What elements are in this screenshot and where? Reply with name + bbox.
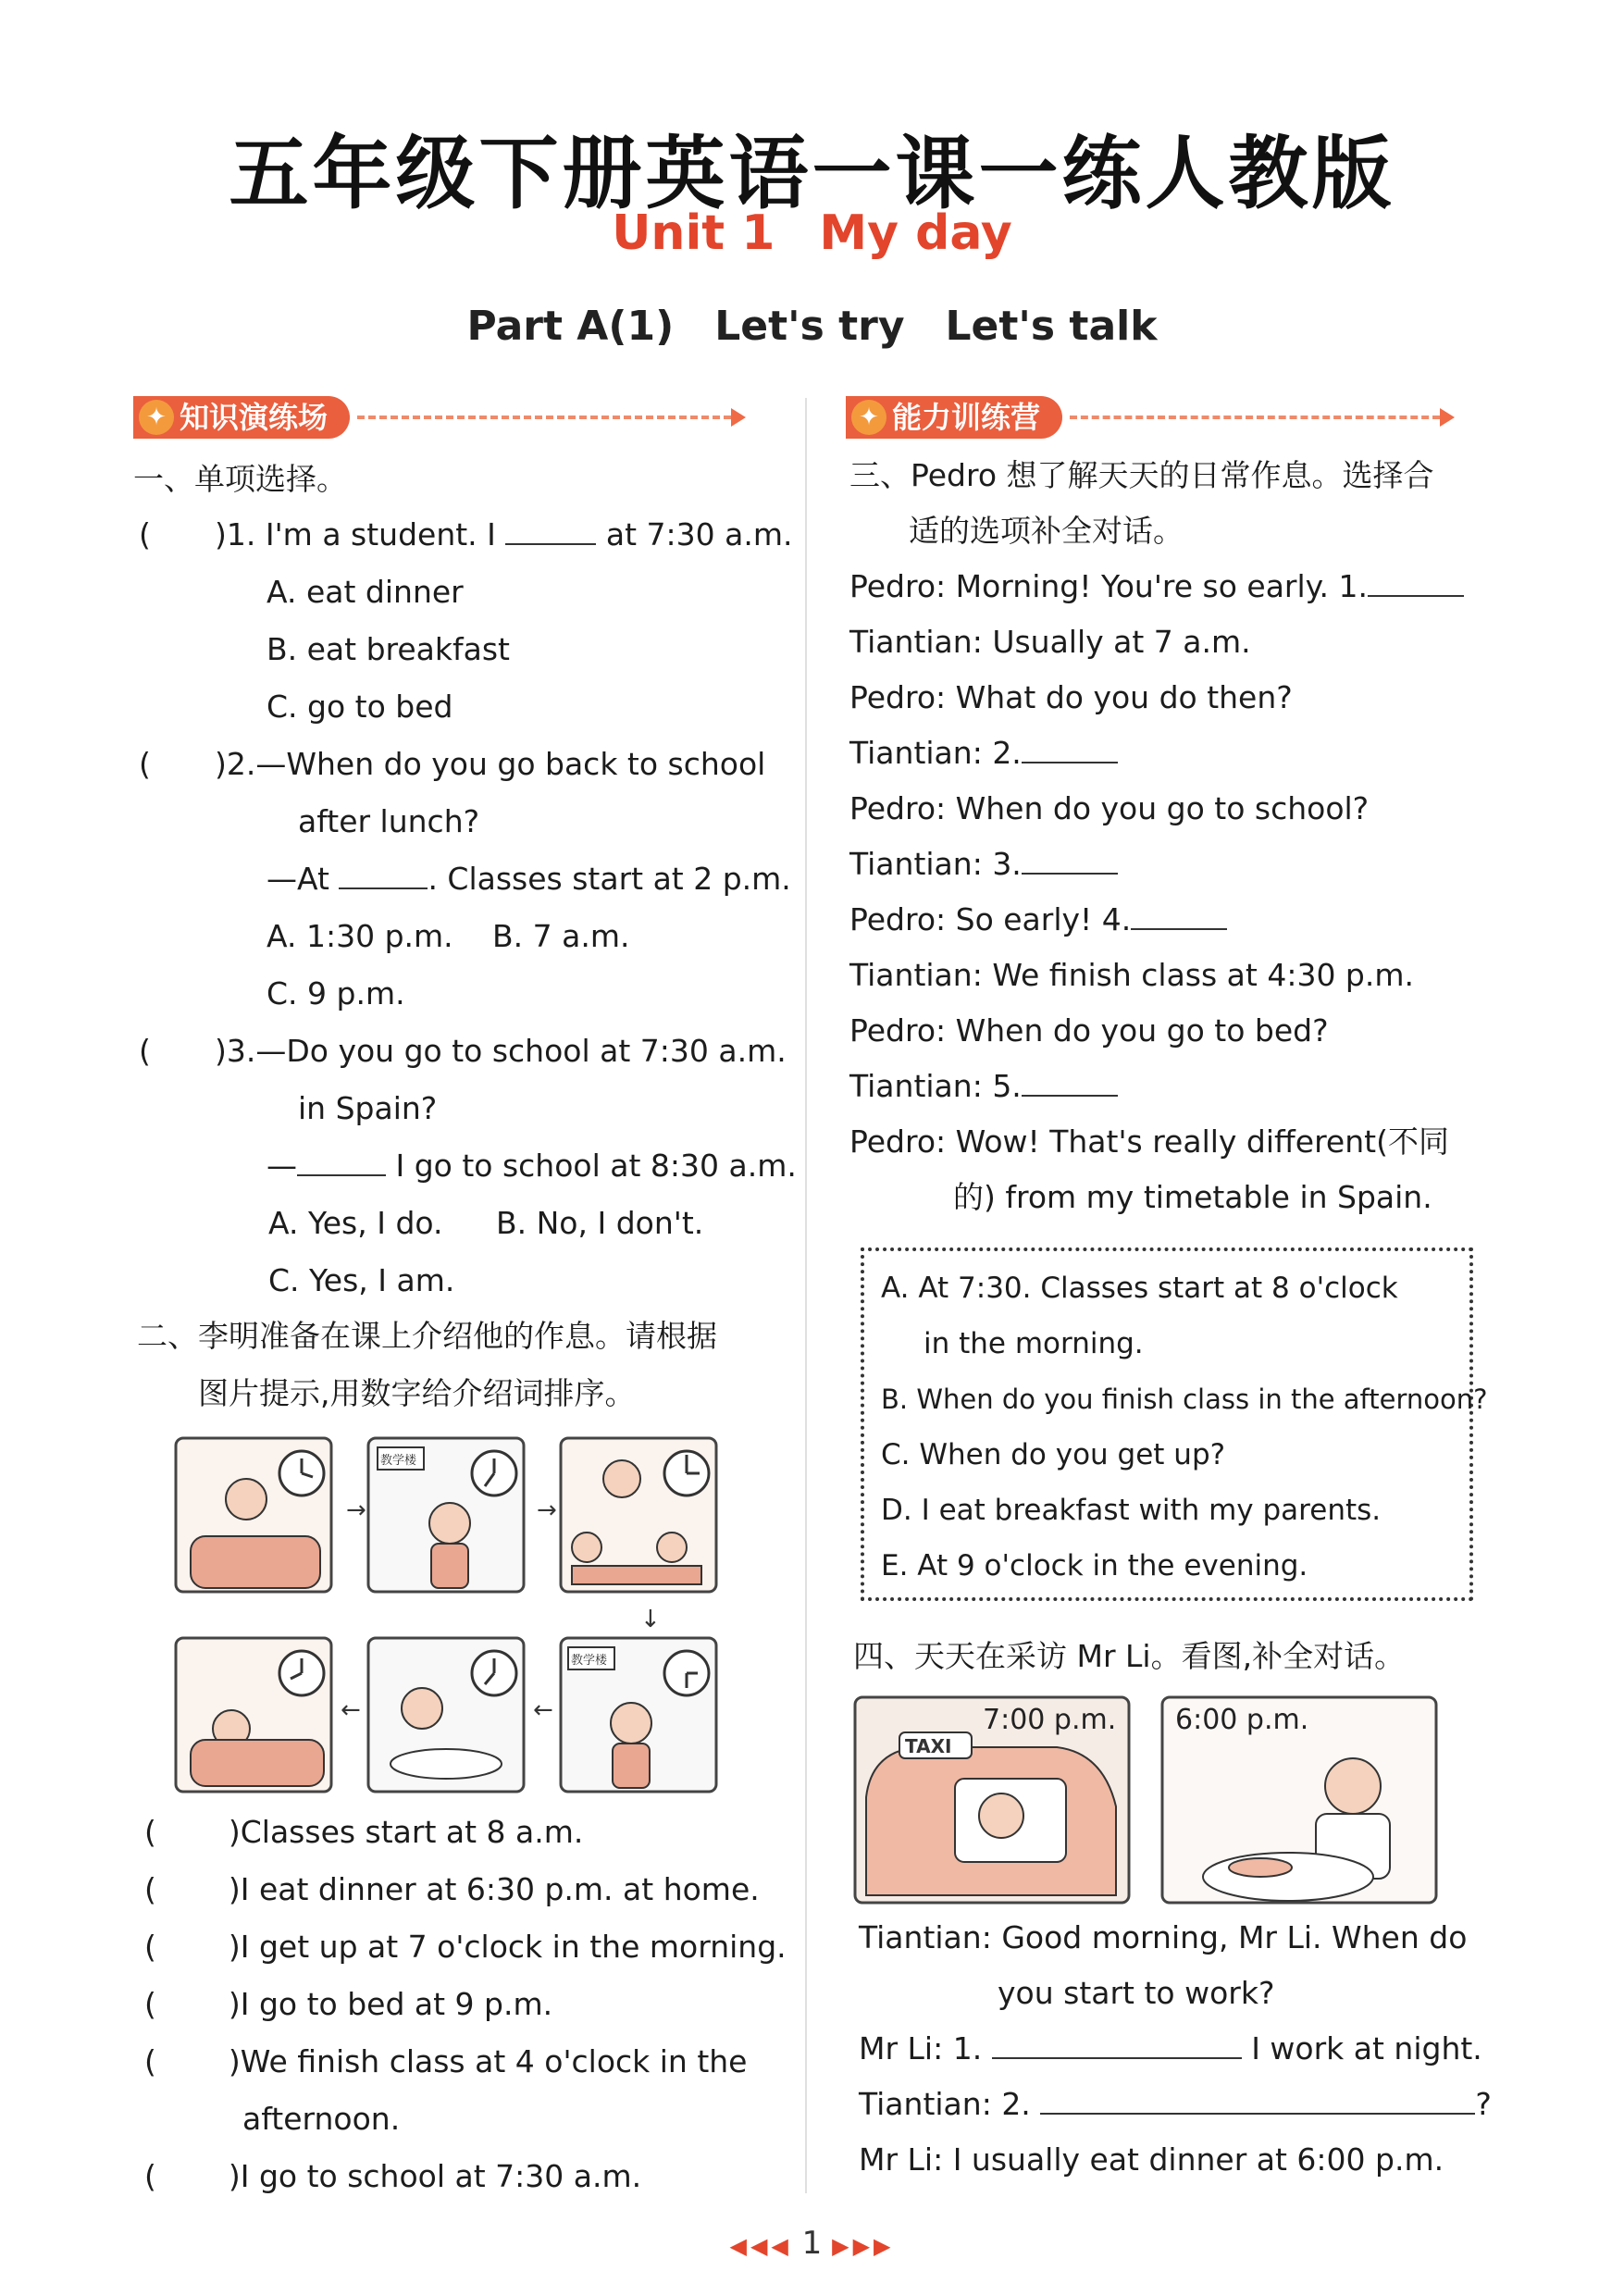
q3-line3-b: I go to school at 8:30 a.m. — [395, 1148, 797, 1184]
q3-line3-a: — — [267, 1148, 297, 1184]
option-a-cont: in the morning. — [924, 1327, 1144, 1360]
speaker: Tiantian: — [849, 735, 983, 771]
line-text: Morning! You're so early. 1. — [955, 568, 1368, 604]
school-sign-1: 教学楼 — [380, 1454, 417, 1468]
q3-line3 — [267, 1148, 797, 1185]
speaker: Pedro: — [849, 901, 947, 937]
q2-paren-open: ( — [139, 746, 151, 782]
paren-open: ( — [144, 1929, 156, 1965]
paren-close: ) — [228, 1871, 241, 1907]
order-item-text: I eat dinner at 6:30 p.m. at home. — [240, 1871, 760, 1907]
line-text: I usually eat dinner at 6:00 p.m. — [952, 2141, 1444, 2178]
option-a: A. At 7:30. Classes start at 8 o'clock — [881, 1272, 1398, 1305]
order-item-2[interactable] — [144, 1871, 760, 1908]
part-label: Part A(1) — [466, 303, 675, 350]
question-mark: ? — [1475, 2086, 1492, 2122]
speaker: Mr Li: — [859, 2141, 944, 2178]
line-text: Wow! That's really different(不同 — [955, 1123, 1449, 1160]
dialogue-line-4 — [849, 735, 1118, 772]
interview-line-2 — [859, 2030, 1482, 2067]
dialogue-line-3 — [849, 679, 1293, 716]
speaker: Pedro: — [849, 1123, 947, 1160]
banner-dash — [1070, 416, 1440, 419]
speaker: Tiantian: — [849, 957, 983, 993]
section2-heading-line1: 二、李明准备在课上介绍他的作息。请根据 — [137, 1318, 717, 1354]
q3-line2: in Spain? — [298, 1090, 438, 1126]
order-item-text: I go to school at 7:30 a.m. — [240, 2158, 642, 2194]
time-label-2: 6:00 p.m. — [1175, 1704, 1309, 1736]
dialogue-line-2 — [849, 624, 1251, 661]
dialogue-line-8 — [849, 957, 1414, 994]
section3-heading-line2: 适的选项补全对话。 — [909, 513, 1184, 549]
interview-line-1-cont: you start to work? — [998, 1975, 1275, 2011]
paren-open: ( — [144, 1871, 156, 1907]
left-arrows-icon: ◀◀◀ — [729, 2233, 792, 2259]
lets-try-label: Let's try — [714, 303, 905, 350]
dialogue-line-5 — [849, 790, 1369, 827]
q3-text1: —Do you go to school at 7:30 a.m. — [255, 1033, 787, 1069]
section1-heading: 一、单项选择。 — [133, 461, 347, 497]
q1-paren-close: ) — [215, 516, 227, 552]
line-text: 2. — [992, 735, 1022, 771]
picture-go-to-bed — [176, 1638, 331, 1792]
q1-stem-a: I'm a student. I — [265, 516, 496, 552]
q2-line2: after lunch? — [298, 803, 480, 839]
unit-heading — [0, 205, 1624, 261]
unit-name: My day — [819, 205, 1012, 261]
page-title: 五年级下册英语一课一练人教版 — [229, 128, 1395, 220]
page-footer — [0, 2225, 1624, 2262]
interview-line-3 — [859, 2086, 1492, 2123]
q3-blank[interactable] — [297, 1148, 386, 1176]
arrow-right-icon: → — [346, 1496, 366, 1524]
order-item-text: We finish class at 4 o'clock in the — [240, 2043, 748, 2079]
line-text: So early! 4. — [955, 901, 1132, 937]
dialogue-blank-4[interactable] — [1131, 902, 1227, 930]
q2-option-c: C. 9 p.m. — [267, 975, 405, 1011]
routine-pictures — [172, 1434, 746, 1795]
arrow-left-icon: ← — [533, 1696, 553, 1724]
dialogue-blank-2[interactable] — [1022, 736, 1118, 763]
picture-eat-dinner — [368, 1638, 524, 1792]
line-text: When do you go to bed? — [955, 1012, 1329, 1049]
dialogue-blank-1[interactable] — [1368, 569, 1464, 597]
runner-icon: ✦ — [851, 400, 886, 435]
line-text: 3. — [992, 846, 1022, 882]
q1-paren-open: ( — [139, 516, 151, 552]
picture-get-up — [176, 1438, 331, 1592]
order-item-3[interactable] — [144, 1929, 787, 1966]
banner-tag — [846, 396, 1062, 439]
speaker: Pedro: — [849, 568, 947, 604]
order-item-6[interactable] — [144, 2158, 641, 2195]
picture-finish-class — [561, 1638, 716, 1792]
time-label-1: 7:00 p.m. — [983, 1704, 1117, 1736]
q3-paren-close: ) — [215, 1033, 227, 1069]
q3-line1 — [215, 1033, 787, 1070]
paren-close: ) — [228, 2158, 241, 2194]
picture-eating-dinner — [1162, 1697, 1436, 1903]
q3-paren-open: ( — [139, 1033, 151, 1069]
arrow-right-icon: → — [537, 1496, 557, 1524]
banner-label: 能力训练营 — [892, 400, 1041, 435]
speaker: Tiantian: — [849, 846, 983, 882]
speaker: Tiantian: — [849, 624, 983, 660]
runner-icon: ✦ — [139, 400, 174, 435]
banner-ability — [846, 396, 1455, 439]
section3-heading-line1: 三、Pedro 想了解天天的日常作息。选择合 — [849, 457, 1434, 493]
speaker: Pedro: — [849, 1012, 947, 1049]
q2-number: 2. — [226, 746, 256, 782]
speaker: Mr Li: — [859, 2030, 944, 2066]
q2-option-a: A. 1:30 p.m. — [267, 918, 453, 954]
interview-pictures — [853, 1695, 1445, 1906]
order-item-text: I get up at 7 o'clock in the morning. — [240, 1929, 787, 1965]
q2-option-b: B. 7 a.m. — [492, 918, 630, 954]
paren-close: ) — [228, 2043, 241, 2079]
q3-number: 3. — [226, 1033, 256, 1069]
picture-taxi-driver — [855, 1697, 1129, 1903]
q2-line3 — [267, 861, 791, 898]
paren-close: ) — [228, 1929, 241, 1965]
paren-close: ) — [228, 1986, 241, 2022]
speaker: Tiantian: — [849, 1068, 983, 1104]
interview-blank-1[interactable] — [992, 2031, 1242, 2059]
line-text: 5. — [992, 1068, 1022, 1104]
dialogue-line-6 — [849, 846, 1118, 883]
option-c: C. When do you get up? — [881, 1438, 1226, 1471]
dialogue-blank-3[interactable] — [1022, 847, 1118, 875]
option-d: D. I eat breakfast with my parents. — [881, 1494, 1382, 1527]
q1-stem-b: at 7:30 a.m. — [605, 516, 793, 552]
speaker: Tiantian: — [859, 1919, 992, 1955]
interview-blank-2[interactable] — [1040, 2087, 1475, 2115]
q1-blank[interactable] — [505, 517, 596, 545]
blank-number: 2. — [1001, 2086, 1031, 2122]
banner-tag — [133, 396, 350, 439]
q1-option-b: B. eat breakfast — [267, 631, 510, 667]
paren-close: ) — [228, 1814, 241, 1850]
picture-classes-start — [561, 1438, 716, 1592]
q2-line3-b: . Classes start at 2 p.m. — [428, 861, 791, 897]
banner-dash — [357, 416, 731, 419]
dialogue-line-10 — [849, 1068, 1118, 1105]
right-arrows-icon: ▶▶▶ — [832, 2233, 895, 2259]
q3-option-b: B. No, I don't. — [496, 1205, 704, 1241]
speaker: Pedro: — [849, 679, 947, 715]
line-text: Good morning, Mr Li. When do — [1001, 1919, 1468, 1955]
interview-line-4 — [859, 2141, 1444, 2178]
dialogue-line-9 — [849, 1012, 1329, 1049]
dialogue-line-7 — [849, 901, 1227, 938]
dialogue-line-11 — [849, 1123, 1449, 1160]
part-heading — [0, 303, 1624, 350]
order-item-text: Classes start at 8 a.m. — [240, 1814, 584, 1850]
speaker: Tiantian: — [859, 2086, 992, 2122]
line-text: We finish class at 4:30 p.m. — [992, 957, 1414, 993]
section2-heading-line2: 图片提示,用数字给介绍词排序。 — [198, 1375, 636, 1411]
speaker: Pedro: — [849, 790, 947, 826]
arrow-right-icon — [731, 408, 746, 427]
q1-option-a: A. eat dinner — [267, 574, 464, 610]
banner-label: 知识演练场 — [180, 400, 329, 435]
arrow-right-icon — [1440, 408, 1455, 427]
q2-line1 — [215, 746, 765, 783]
q2-blank[interactable] — [339, 862, 428, 889]
dialogue-line-1 — [849, 568, 1464, 605]
dialogue-blank-5[interactable] — [1022, 1069, 1118, 1097]
line-text: What do you do then? — [955, 679, 1293, 715]
page-number: 1 — [801, 2225, 823, 2262]
q2-line3-a: —At — [267, 861, 329, 897]
taxi-sign: TAXI — [905, 1735, 952, 1757]
option-e: E. At 9 o'clock in the evening. — [881, 1549, 1308, 1582]
school-sign-2: 教学楼 — [571, 1654, 608, 1668]
order-item-1[interactable] — [144, 1814, 583, 1851]
paren-open: ( — [144, 2158, 156, 2194]
order-item-5-cont: afternoon. — [242, 2101, 401, 2137]
option-b: B. When do you finish class in the afternoon? — [881, 1384, 1488, 1415]
q1-number: 1. — [226, 516, 256, 552]
line-text: I work at night. — [1251, 2030, 1482, 2066]
q3-option-c: C. Yes, I am. — [268, 1262, 455, 1298]
q2-paren-close: ) — [215, 746, 227, 782]
arrow-left-icon: ← — [341, 1696, 361, 1724]
column-divider — [805, 398, 807, 2193]
blank-number: 1. — [952, 2030, 983, 2066]
dialogue-line-11-cont: 的) from my timetable in Spain. — [953, 1179, 1432, 1215]
lets-talk-label: Let's talk — [945, 303, 1158, 350]
section4-heading: 四、天天在采访 Mr Li。看图,补全对话。 — [853, 1638, 1406, 1674]
order-item-5[interactable] — [144, 2043, 748, 2080]
picture-go-to-school — [368, 1438, 524, 1592]
q1-answer-paren[interactable] — [215, 516, 792, 553]
q3-option-a: A. Yes, I do. — [268, 1205, 443, 1241]
interview-line-1 — [859, 1919, 1467, 1956]
order-item-4[interactable] — [144, 1986, 552, 2023]
paren-open: ( — [144, 1814, 156, 1850]
line-text: When do you go to school? — [955, 790, 1370, 826]
line-text: Usually at 7 a.m. — [992, 624, 1251, 660]
paren-open: ( — [144, 2043, 156, 2079]
paren-open: ( — [144, 1986, 156, 2022]
q1-option-c: C. go to bed — [267, 689, 453, 725]
unit-label: Unit 1 — [612, 205, 775, 261]
arrow-down-icon: ↓ — [640, 1606, 661, 1633]
order-item-text: I go to bed at 9 p.m. — [240, 1986, 553, 2022]
q2-text1: —When do you go back to school — [255, 746, 766, 782]
banner-knowledge — [133, 396, 746, 439]
